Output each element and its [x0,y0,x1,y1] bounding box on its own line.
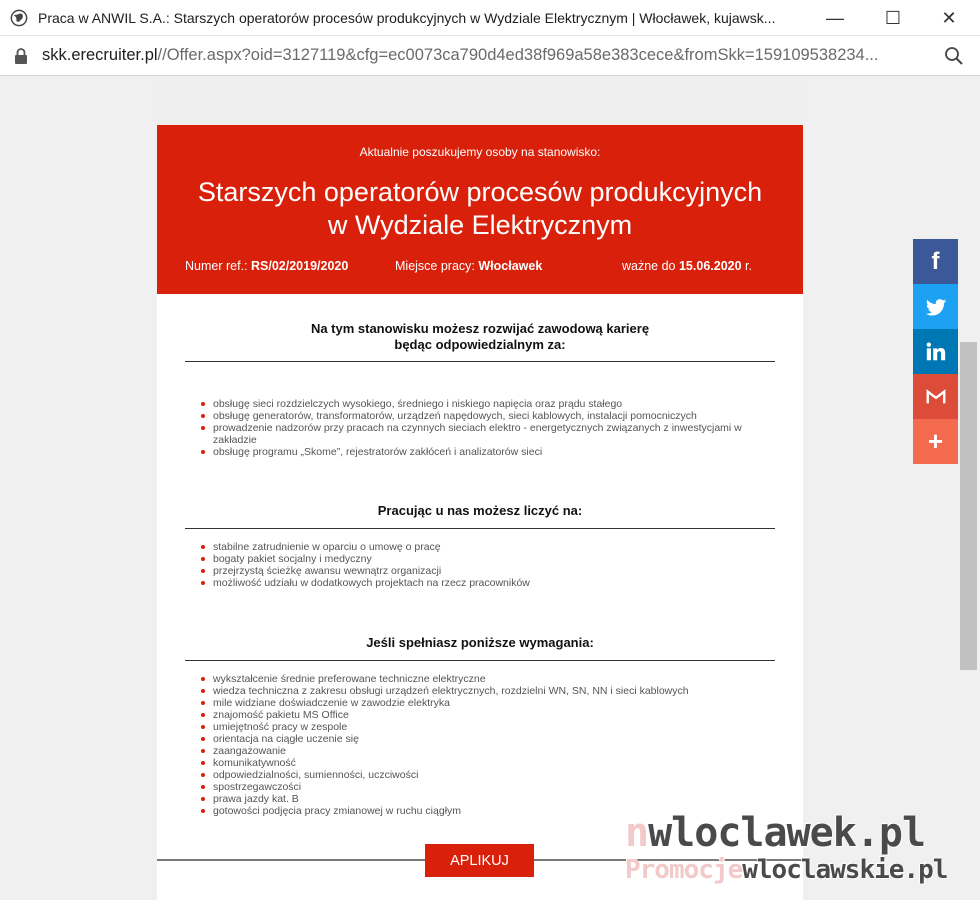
responsibilities-title-line1: Na tym stanowisku możesz rozwijać zawodową karierę [310,321,650,336]
watermark-part: wloclawek.pl [648,810,926,856]
maximize-button[interactable] [868,0,918,36]
zoom-icon[interactable] [944,46,964,66]
job-title-line2: w Wydziale Elektrycznym [327,210,633,240]
work-location [395,259,542,273]
hero-intro: Aktualnie poszukujemy osoby na stanowisko: [359,145,601,159]
list-item: bogaty pakiet socjalny i medyczny [201,553,781,565]
share-gmail-button[interactable] [913,374,958,419]
valid-label: ważne do [622,259,679,273]
section-divider [185,361,775,362]
watermark-logo [625,810,925,856]
linkedin-icon [925,341,947,363]
list-item: komunikatywność [201,757,781,769]
list-item: gotowości podjęcia pracy zmianowej w ruchu ciągłym [201,805,781,817]
share-linkedin-button[interactable] [913,329,958,374]
page-top-band [157,77,803,125]
ref-label: Numer ref.: [185,259,251,273]
reference-number [185,259,348,273]
gmail-icon [925,386,947,408]
requirements-title: Jeśli spełniasz poniższe wymagania: [366,635,594,650]
facebook-icon: f [931,247,940,275]
section-divider [185,528,775,529]
url-path: //Offer.aspx?oid=3127119&cfg=ec0073ca790d4ed38f969a58e383cece&fromSkk=159109538234... [157,46,879,64]
place-value: Włocławek [478,259,543,273]
twitter-icon [925,296,947,318]
watermark-part: Promocje [625,855,743,885]
lock-icon [14,48,28,64]
ref-value: RS/02/2019/2020 [251,259,349,273]
job-title [157,176,803,242]
watermark-part: wloclawskie.pl [742,855,948,885]
place-label: Miejsce pracy: [395,259,479,273]
list-item: zaangażowanie [201,745,781,757]
job-header [157,125,803,294]
list-item: stabilne zatrudnienie w oparciu o umowę o pracę [201,541,781,553]
scrollbar-thumb[interactable] [960,342,977,670]
job-title-line1: Starszych operatorów procesów produkcyjnych [197,177,763,207]
job-offer-page [157,77,803,900]
list-item: prawa jazdy kat. B [201,793,781,805]
valid-until [622,259,752,273]
section-divider [185,660,775,661]
benefits-title: Pracując u nas możesz liczyć na: [377,503,583,518]
url-text[interactable] [42,46,922,65]
list-item: obsługę generatorów, transformatorów, urządzeń napędowych, sieci kablowych, instalacji pomocniczych [201,410,781,422]
list-item: obsługę programu „Skome”, rejestratorów zakłóceń i analizatorów sieci [201,446,781,458]
share-twitter-button[interactable] [913,284,958,329]
list-item: możliwość udziału w dodatkowych projektach na rzecz pracowników [201,577,781,589]
valid-suffix: r. [741,259,752,273]
window-titlebar [0,0,980,36]
valid-value: 15.06.2020 [678,259,742,273]
close-button[interactable] [924,0,974,36]
list-item: wykształcenie średnie preferowane techniczne elektryczne [201,673,781,685]
minimize-icon: — [826,7,844,28]
list-item: prowadzenie nadzorów przy pracach na czynnych sieciach elektro - energetycznych związanych z inwestycjami w zakładzie [201,422,781,446]
responsibilities-list [201,398,781,458]
list-item: umiejętność pracy w zespole [201,721,781,733]
share-facebook-button[interactable] [913,239,958,284]
list-item: znajomość pakietu MS Office [201,709,781,721]
minimize-button[interactable] [810,0,860,36]
list-item: wiedza techniczna z zakresu obsługi urządzeń elektrycznych, rozdzielni WN, SN, NN i sieci kablowych [201,685,781,697]
responsibilities-title-line2: będąc odpowiedzialnym za: [394,337,566,352]
plus-icon: + [927,426,944,456]
benefits-list [201,541,781,589]
close-icon: ✕ [941,7,957,28]
list-item: obsługę sieci rozdzielczych wysokiego, średniego i niskiego napięcia oraz prądu stałego [201,398,781,410]
page-viewport [0,77,980,900]
maximize-icon: ☐ [884,7,902,28]
watermark-part: n [625,810,649,856]
list-item: mile widziane doświadczenie w zawodzie elektryka [201,697,781,709]
address-bar[interactable] [0,36,980,76]
apply-button[interactable]: APLIKUJ [425,844,534,877]
list-item: odpowiedzialności, sumienności, uczciwości [201,769,781,781]
share-more-button[interactable] [913,419,958,464]
list-item: przejrzystą ścieżkę awansu wewnątrz organizacji [201,565,781,577]
window-title: Praca w ANWIL S.A.: Starszych operatorów procesów produkcyjnych w Wydziale Elektrycznym | Włocławek, kujawsk... [38,9,776,26]
globe-icon [10,9,28,27]
requirements-list [201,673,781,817]
responsibilities-title [185,321,775,353]
list-item: orientacja na ciągłe uczenie się [201,733,781,745]
watermark-logo-secondary [625,855,947,885]
url-domain: skk.erecruiter.pl [42,46,158,64]
list-item: spostrzegawczości [201,781,781,793]
